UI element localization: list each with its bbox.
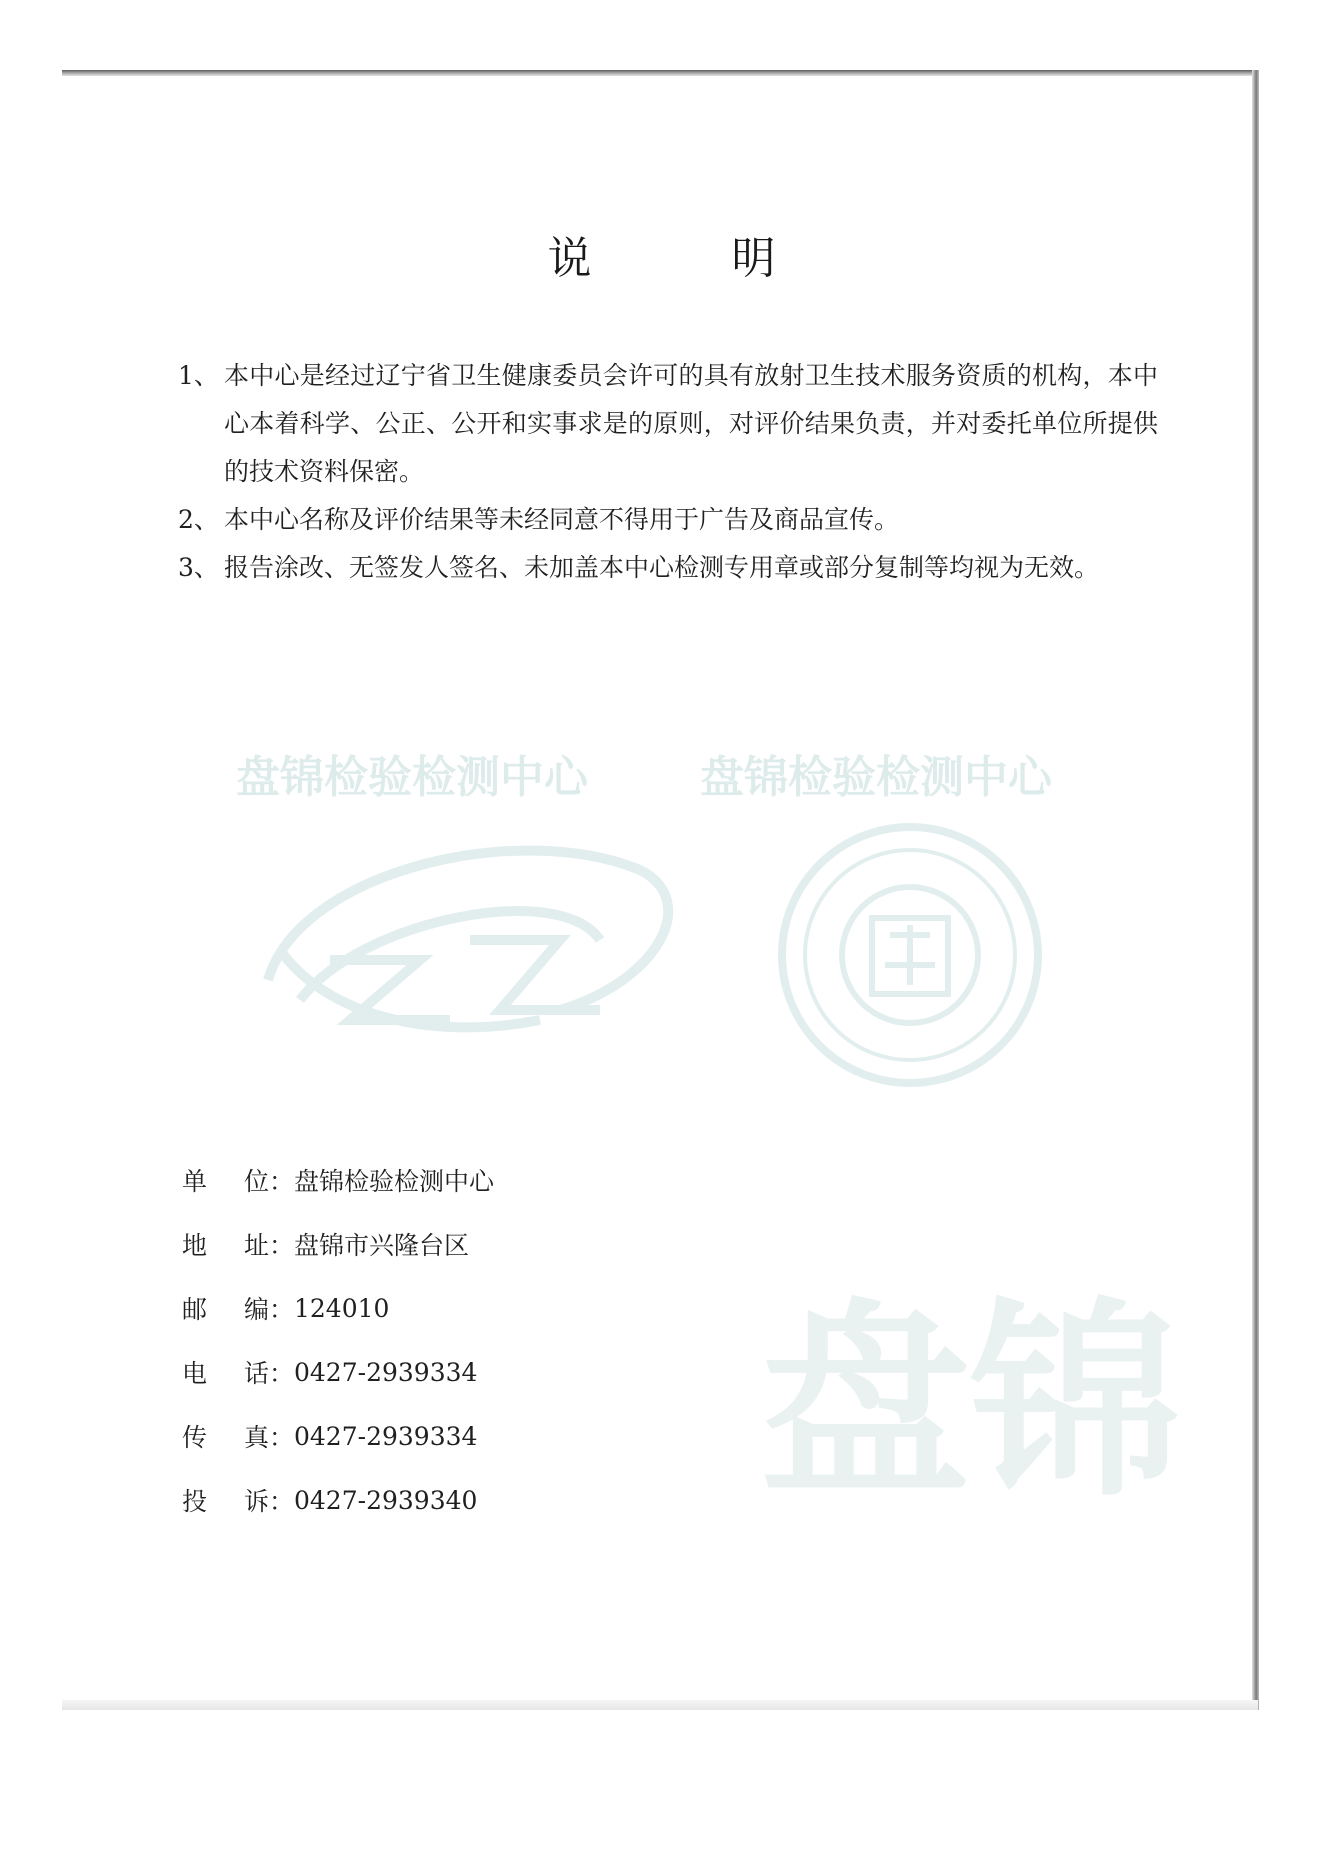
info-label: 地 址：: [182, 1231, 294, 1260]
notes-list: [178, 352, 1158, 592]
note-text: 本中心名称及评价结果等未经同意不得用于广告及商品宣传。: [224, 505, 900, 534]
info-row-phone: [182, 1340, 494, 1404]
svg-text:盘锦检验检测中心: 盘锦检验检测中心: [700, 752, 1052, 803]
info-label: 邮 编：: [182, 1295, 294, 1324]
info-value-fax: 0427-2939334: [294, 1421, 478, 1451]
info-label: 电 话：: [182, 1359, 294, 1388]
note-item: [178, 544, 1158, 592]
info-row-postcode: [182, 1276, 494, 1340]
info-label: 单 位：: [182, 1167, 294, 1196]
watermark-large-text: [760, 1280, 1180, 1525]
contact-info: [182, 1148, 494, 1532]
info-value-postcode: 124010: [294, 1293, 390, 1323]
note-text: 本中心是经过辽宁省卫生健康委员会许可的具有放射卫生技术服务资质的机构，本中心本着科学、公正、公开和实事求是的原则，对评价结果负责，并对委托单位所提供的技术资料保密。: [224, 361, 1158, 486]
info-row-unit: [182, 1148, 494, 1212]
page-title: 说 明: [547, 233, 824, 284]
info-label: 传 真：: [182, 1423, 294, 1452]
watermark-text-left: [236, 752, 590, 803]
svg-text:盘锦检验检测中心: 盘锦检验检测中心: [236, 752, 588, 803]
info-row-complaint: [182, 1468, 494, 1532]
info-value-complaint: 0427-2939340: [294, 1485, 478, 1515]
note-item: [178, 496, 1158, 544]
info-label: 投 诉：: [182, 1487, 294, 1516]
logo-emblem-icon: [268, 851, 668, 1028]
note-number: 2、: [178, 505, 219, 534]
round-seal-icon: [782, 827, 1038, 1083]
note-text: 报告涂改、无签发人签名、未加盖本中心检测专用章或部分复制等均视为无效。: [224, 553, 1100, 582]
info-value-unit: 盘锦检验检测中心: [294, 1167, 495, 1196]
watermark-text-right: [700, 752, 1054, 803]
info-value-address: 盘锦市兴隆台区: [294, 1231, 470, 1260]
note-item: [178, 352, 1158, 496]
info-row-address: [182, 1212, 494, 1276]
info-value-phone: 0427-2939334: [294, 1357, 478, 1387]
svg-text:盘锦: 盘锦: [760, 1280, 1181, 1525]
info-row-fax: [182, 1404, 494, 1468]
note-number: 3、: [178, 553, 219, 582]
note-number: 1、: [178, 361, 219, 390]
